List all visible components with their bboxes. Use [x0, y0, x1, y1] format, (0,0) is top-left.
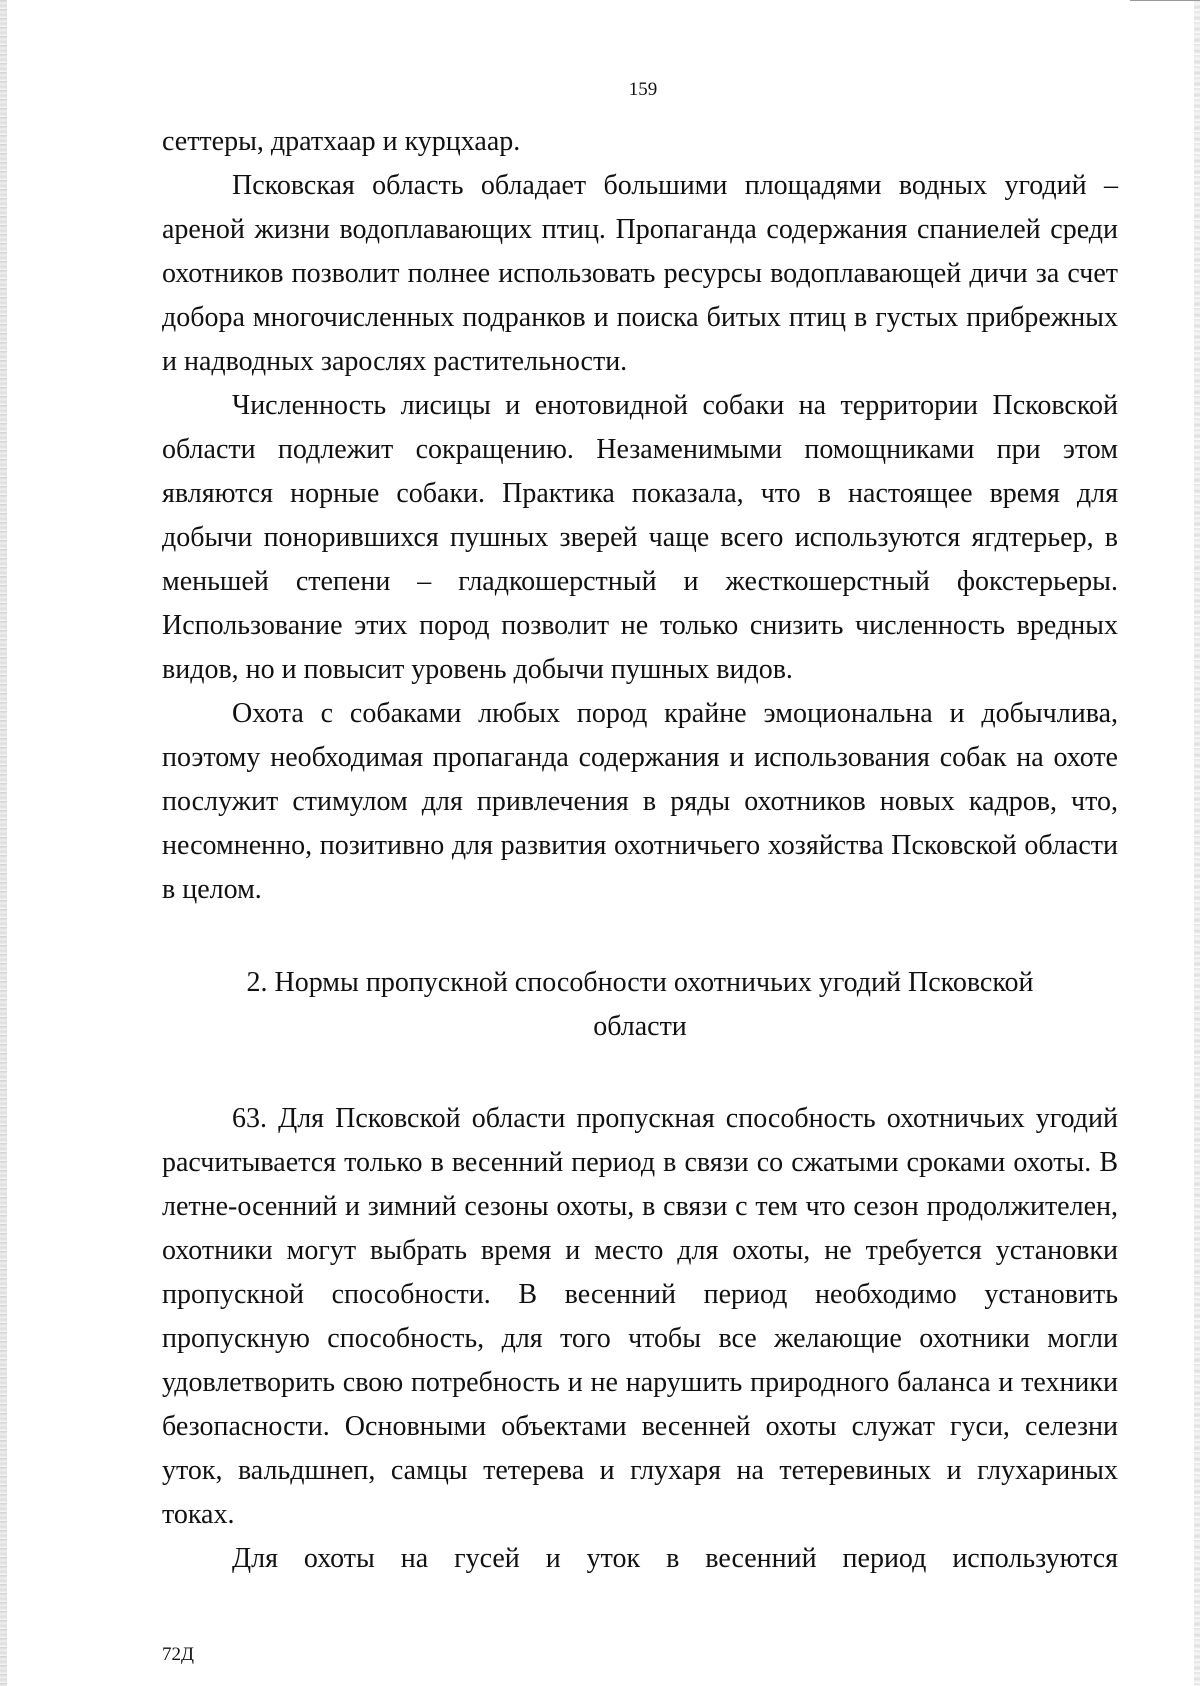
section-heading-line-1: 2. Нормы пропускной способности охотничьих угодий Псковской [246, 967, 1034, 998]
scan-edge-right [1194, 0, 1200, 1686]
section-heading [162, 961, 1118, 1049]
paragraph-continuation: сеттеры, дратхаар и курцхаар. [162, 126, 521, 157]
scan-edge-left [0, 0, 7, 1686]
page-number: 159 [628, 79, 658, 100]
footer-code: 72Д [162, 1644, 194, 1665]
scan-edge-top-line [1130, 0, 1200, 1]
section-heading-line-2: области [593, 1011, 687, 1042]
paragraph-waterfowl: Псковская область обладает большими площадями водных угодий – ареной жизни водоплавающих птиц. Пропаганда содержания спаниелей среди охотников позволит полнее использовать ресурсы водоплавающей дичи за счет добора многочисленных подранков и поиска битых птиц в густых прибрежных и надводных зарослях растительности. [162, 170, 1118, 377]
paragraph-hunting-with-dogs: Охота с собаками любых пород крайне эмоциональна и добычлива, поэтому необходимая пропаганда содержания и использования собак на охоте послужит стимулом для привлечения в ряды охотников новых кадров, что, несомненно, позитивно для развития охотничьего хозяйства Псковской области в целом. [162, 698, 1118, 905]
paragraph-burrow-dogs: Численность лисицы и енотовидной собаки на территории Псковской области подлежит сокращению. Незаменимыми помощниками при этом являются норные собаки. Практика показала, что в настоящее время для добычи понорившихся пушных зверей чаще всего используются ягдтерьер, в меньшей степени – гладкошерстный и жесткошерстный фокстерьеры. Использование этих пород позволит не только снизить численность вредных видов, но и повысит уровень добычи пушных видов. [162, 390, 1118, 685]
paragraph-63: 63. Для Псковской области пропускная способность охотничьих угодий расчитывается только в весенний период в связи со сжатыми сроками охоты. В летне-осенний и зимний сезоны охоты, в связи с тем что сезон продолжителен, охотники могут выбрать время и место для охоты, не требуется установки пропускной способности. В весенний период необходимо установить пропускную способность, для того чтобы все желающие охотники могли удовлетворить свою потребность и не нарушить природного баланса и техники безопасности. Основными объектами весенней охоты служат гуси, селезни уток, вальдшнеп, самцы тетерева и глухаря на тетеревиных и глухариных токах. [162, 1103, 1118, 1530]
document-body [162, 120, 1118, 1581]
paragraph-geese-ducks: Для охоты на гусей и уток в весенний период используются [232, 1543, 1118, 1574]
